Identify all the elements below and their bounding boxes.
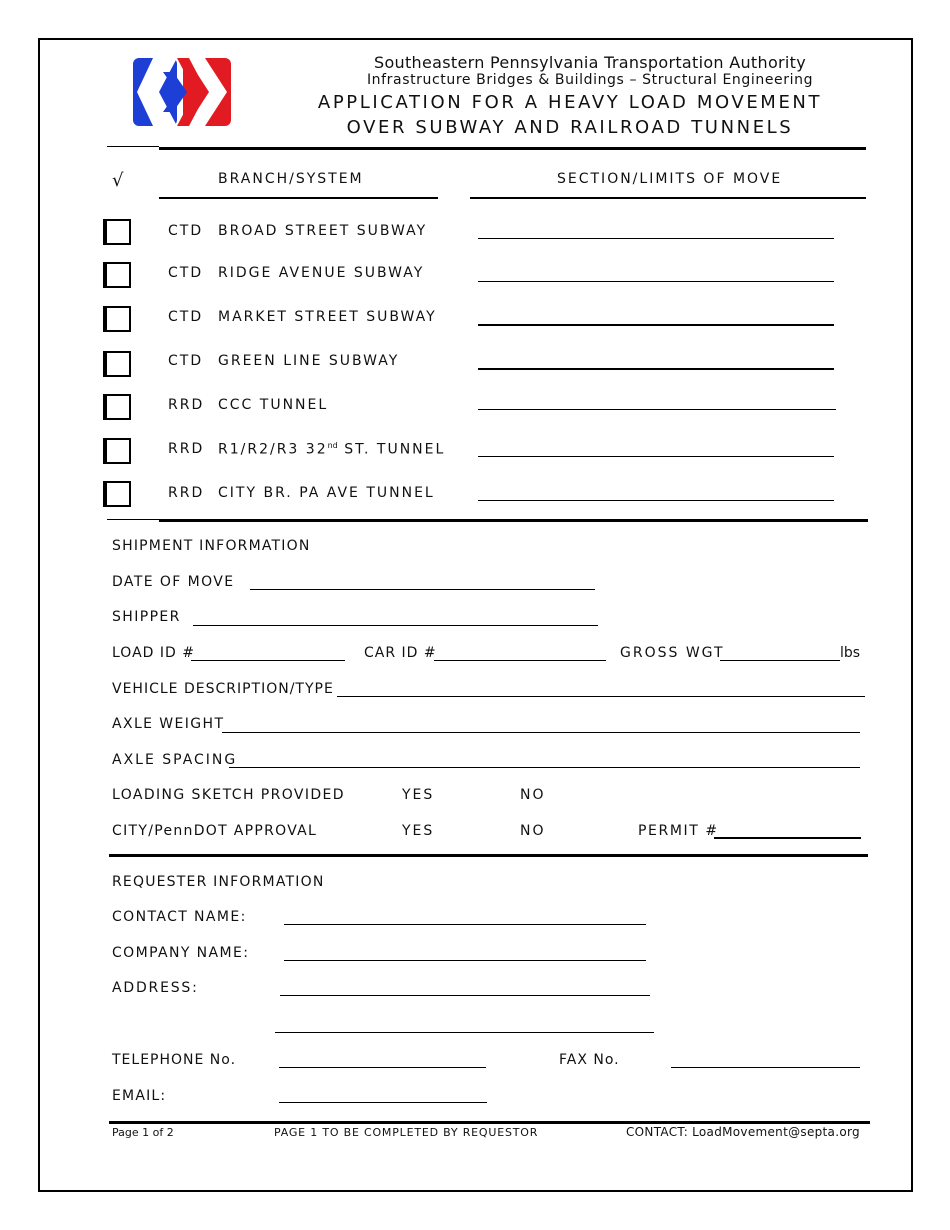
check-header: √: [112, 170, 124, 191]
row-code: RRD: [168, 441, 205, 457]
branch-system-header: BRANCH/SYSTEM: [218, 171, 364, 187]
checkbox-ccc-tunnel[interactable]: [103, 394, 131, 420]
row-name-sup: nd: [327, 441, 338, 450]
table-bottom-rule: [159, 519, 868, 522]
vehicle-field[interactable]: [337, 696, 865, 697]
gross-wgt-label: GROSS WGT: [620, 645, 725, 661]
shipper-field[interactable]: [193, 625, 598, 626]
axle-spacing-field[interactable]: [229, 767, 860, 768]
axle-weight-field[interactable]: [222, 732, 860, 733]
org-name: Southeastern Pennsylvania Transportation Authority: [374, 53, 806, 72]
vehicle-label: VEHICLE DESCRIPTION/TYPE: [112, 681, 334, 697]
row-name: MARKET STREET SUBWAY: [218, 309, 437, 325]
checkbox-broad-street[interactable]: [103, 219, 131, 245]
permit-field[interactable]: [714, 837, 861, 839]
checkbox-green-line[interactable]: [103, 351, 131, 377]
address-field-2[interactable]: [275, 1032, 654, 1033]
approval-yes[interactable]: YES: [402, 823, 435, 839]
telephone-label: TELEPHONE No.: [112, 1052, 237, 1068]
contact-name-field[interactable]: [284, 924, 646, 925]
row-code: CTD: [168, 265, 204, 281]
car-id-field[interactable]: [434, 660, 606, 661]
row-name: RIDGE AVENUE SUBWAY: [218, 265, 425, 281]
gross-wgt-field[interactable]: [720, 660, 840, 661]
section-field-32nd-street[interactable]: [478, 456, 834, 457]
row-name-post: ST. TUNNEL: [337, 441, 446, 458]
dept-name: Infrastructure Bridges & Buildings – Structural Engineering: [366, 72, 814, 88]
approval-label: CITY/PennDOT APPROVAL: [112, 823, 318, 839]
row-code: RRD: [168, 397, 205, 413]
section-field-market-street[interactable]: [478, 324, 834, 326]
section-header-underline: [470, 197, 866, 199]
section-field-ridge-avenue[interactable]: [478, 281, 834, 282]
company-name-field[interactable]: [284, 960, 646, 961]
load-id-label: LOAD ID #: [112, 645, 195, 661]
row-code: CTD: [168, 223, 204, 239]
axle-weight-label: AXLE WEIGHT: [112, 716, 225, 732]
address-label: ADDRESS:: [112, 980, 199, 996]
shipment-bottom-rule: [109, 854, 868, 857]
header-rule: [159, 147, 866, 150]
fax-label: FAX No.: [559, 1052, 620, 1068]
footer-rule: [109, 1121, 870, 1124]
checkbox-pa-ave[interactable]: [103, 481, 131, 507]
date-of-move-label: DATE OF MOVE: [112, 574, 235, 590]
section-field-green-line[interactable]: [478, 368, 834, 370]
checkbox-ridge-avenue[interactable]: [103, 262, 131, 288]
email-field[interactable]: [279, 1102, 487, 1103]
row-name: CCC TUNNEL: [218, 397, 329, 413]
permit-label: PERMIT #: [638, 823, 719, 839]
approval-no[interactable]: NO: [520, 823, 546, 839]
row-name: CITY BR. PA AVE TUNNEL: [218, 485, 435, 501]
row-name: GREEN LINE SUBWAY: [218, 353, 400, 369]
fax-field[interactable]: [671, 1067, 860, 1068]
title-line-2: OVER SUBWAY AND RAILROAD TUNNELS: [346, 117, 794, 138]
branch-header-underline: [159, 197, 438, 199]
loading-sketch-label: LOADING SKETCH PROVIDED: [112, 787, 345, 803]
septa-logo: [133, 58, 231, 126]
row-name-pre: R1/R2/R3 32: [218, 441, 328, 458]
telephone-field[interactable]: [279, 1067, 486, 1068]
car-id-label: CAR ID #: [364, 645, 437, 661]
table-bottom-rule-left: [107, 519, 159, 520]
email-label: EMAIL:: [112, 1088, 167, 1104]
row-code: RRD: [168, 485, 205, 501]
row-name: BROAD STREET SUBWAY: [218, 223, 428, 239]
shipper-label: SHIPPER: [112, 609, 181, 625]
page-number: Page 1 of 2: [112, 1126, 174, 1139]
contact-email[interactable]: CONTACT: LoadMovement@septa.org: [626, 1125, 860, 1139]
header-rule-left: [107, 146, 159, 147]
date-of-move-field[interactable]: [250, 589, 595, 590]
checkbox-32nd-street[interactable]: [103, 438, 131, 464]
axle-spacing-label: AXLE SPACING: [112, 752, 238, 768]
section-field-broad-street[interactable]: [478, 238, 834, 239]
address-field-1[interactable]: [280, 995, 650, 996]
title-line-1: APPLICATION FOR A HEAVY LOAD MOVEMENT: [317, 92, 823, 113]
checkbox-market-street[interactable]: [103, 306, 131, 332]
section-field-ccc-tunnel[interactable]: [478, 409, 836, 410]
row-code: CTD: [168, 309, 204, 325]
requester-heading: REQUESTER INFORMATION: [112, 874, 325, 890]
row-code: CTD: [168, 353, 204, 369]
section-field-pa-ave[interactable]: [478, 500, 834, 501]
shipment-heading: SHIPMENT INFORMATION: [112, 538, 311, 554]
company-name-label: COMPANY NAME:: [112, 945, 250, 961]
loading-sketch-no[interactable]: NO: [520, 787, 546, 803]
contact-name-label: CONTACT NAME:: [112, 909, 247, 925]
loading-sketch-yes[interactable]: YES: [402, 787, 435, 803]
row-name: [218, 441, 445, 458]
lbs-label: lbs: [840, 645, 861, 661]
completion-note: PAGE 1 TO BE COMPLETED BY REQUESTOR: [274, 1126, 539, 1139]
section-limits-header: SECTION/LIMITS OF MOVE: [557, 171, 783, 187]
load-id-field[interactable]: [191, 660, 345, 661]
